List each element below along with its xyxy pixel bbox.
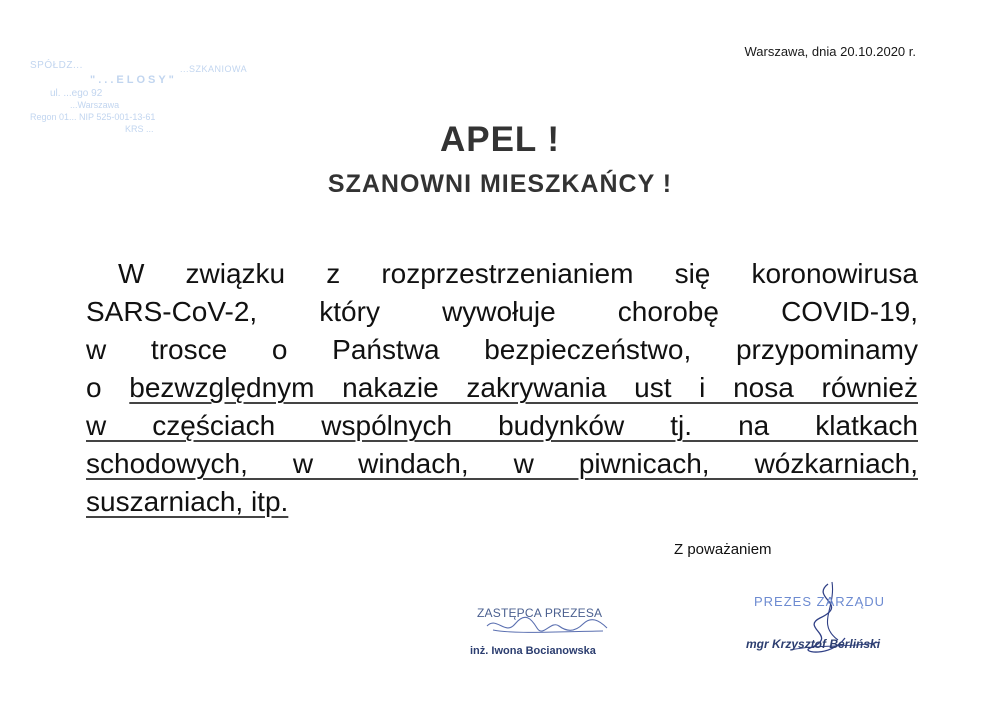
body-line-underlined [86,483,918,521]
handwritten-signature-icon [485,612,610,642]
stamp-line: ul. ...ego 92 [50,88,103,99]
body-line: SARS-CoV-2, który wywołuje chorobę COVID-19, [86,296,918,327]
appeal-title: APEL ! [439,120,561,159]
signatory-name: inż. Iwona Bocianowska [470,645,596,657]
stamp-line: ...Warszawa [70,100,120,110]
appeal-body [86,255,918,521]
stamp-line: Regon 01... NIP 525-001-13-61 [30,112,156,122]
body-line: W związku z rozprzestrzenianiem się koronowirusa [118,258,918,289]
body-line-prefix: o [86,372,130,403]
underlined-text: schodowych, w windach, w piwnicach, wózkarniach, [86,448,918,479]
signatory-name: mgr Krzysztof Berliński [746,637,881,651]
signatory-role: ZASTĘPCA PREZESA [477,606,603,620]
body-line-underlined [86,407,918,445]
body-line-underlined [86,369,918,407]
signatory-role: PREZES ZARZĄDU [754,594,886,609]
date-line: Warszawa, dnia 20.10.2020 r. [744,44,916,59]
stamp-line: SPÓŁDZ... [30,60,83,71]
stamp-line: "...ELOSY" [90,74,177,86]
body-line: w trosce o Państwa bezpieczeństwo, przypominamy [86,334,918,365]
body-line-underlined [86,445,918,483]
underlined-text: bezwzględnym nakazie zakrywania ust i nosa również [129,372,918,403]
president-signature-block [740,578,940,663]
appeal-subtitle: SZANOWNI MIESZKAŃCY ! [327,170,673,198]
underlined-text: suszarniach, itp. [86,486,289,517]
deputy-president-signature-block [460,598,630,668]
stamp-line: ...SZKANIOWA [180,64,248,74]
stamp-line: KRS ... [125,124,154,134]
underlined-text: w częściach wspólnych budynków tj. na klatkach [86,410,918,441]
closing-phrase: Z poważaniem [674,541,772,558]
